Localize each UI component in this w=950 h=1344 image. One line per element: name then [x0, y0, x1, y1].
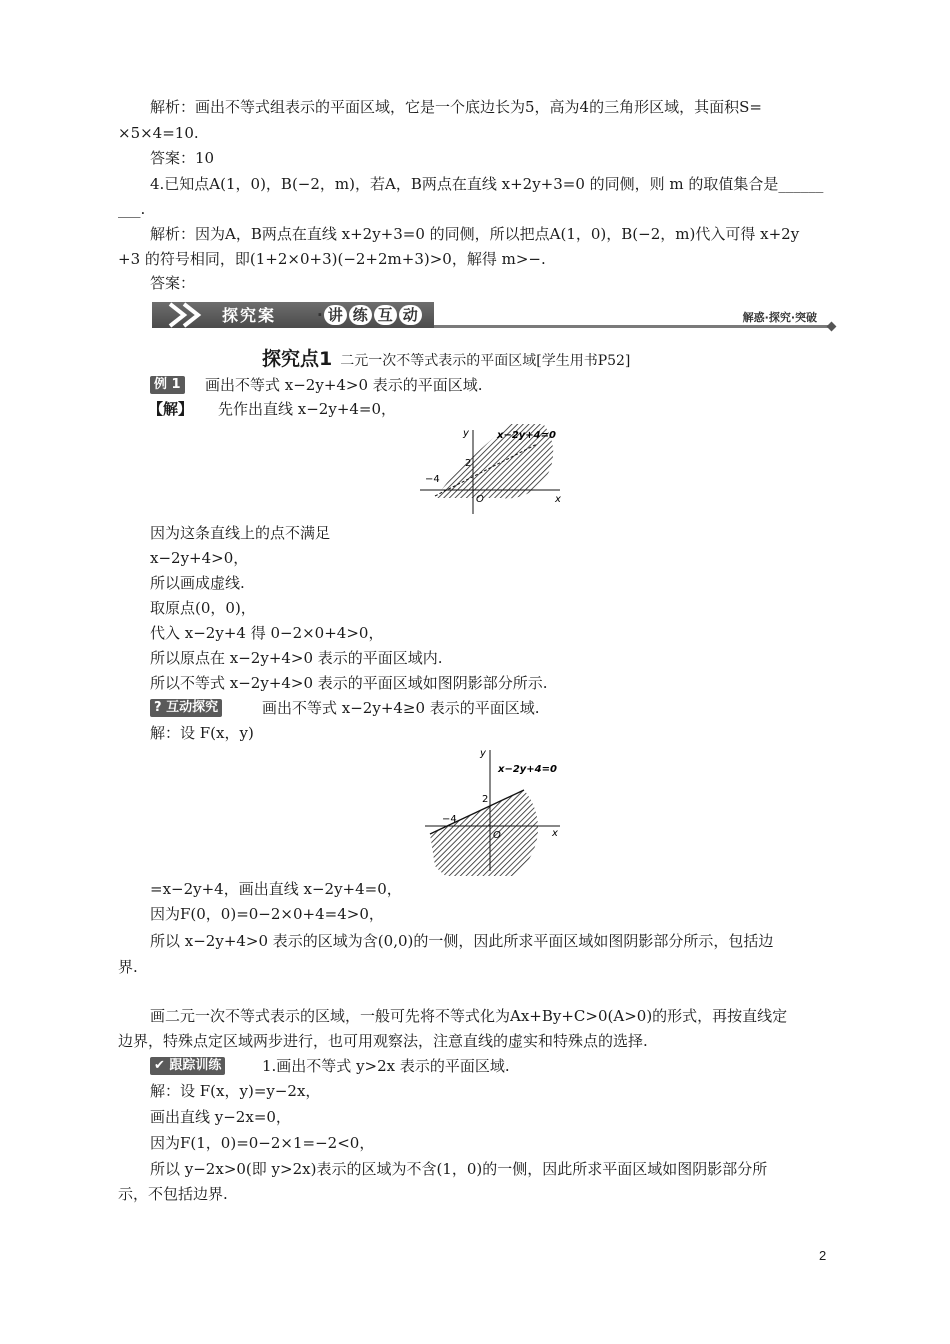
diamond-icon — [827, 322, 837, 332]
banner-rule — [434, 325, 834, 328]
example-1-step: 先作出直线 x−2y+4=0， — [218, 400, 397, 418]
banner-dark-block — [152, 302, 434, 328]
method-summary-cont: 边界，特殊点定区域两步进行，也可用观察法，注意直线的虚实和特殊点的选择. — [118, 1032, 648, 1050]
figure-2-line-label: x−2y+4=0 — [498, 764, 557, 775]
text-line: 因为F(1，0)=0−2×1=−2<0， — [150, 1134, 375, 1152]
method-summary: 画二元一次不等式表示的区域，一般可先将不等式化为Ax+By+C>0(A>0)的形式，再按直线定 — [150, 1007, 788, 1025]
figure-2-x-label: x — [552, 828, 558, 839]
section-subtitle: 二元一次不等式表示的平面区域[学生用书P52] — [340, 353, 631, 369]
text-line: =x−2y+4，画出直线 x−2y+4=0， — [150, 880, 402, 898]
figure-2-y-label: y — [480, 748, 486, 759]
question-4-cont: ___. — [118, 200, 146, 218]
track-tag-label: 跟踪训练 — [169, 1058, 222, 1073]
banner-right-label: 解惑·探究·突破 — [742, 311, 817, 324]
solution-4-text-cont: +3 的符号相同，即(1+2×0+3)(−2+2m+3)>0，解得 m>−. — [118, 250, 546, 268]
banner-sub-char: 互 — [374, 305, 397, 325]
text-line: 界. — [118, 958, 138, 976]
banner-subtitle: · 讲 练 互 动 — [317, 303, 423, 327]
banner-sub-char: 讲 — [324, 305, 347, 325]
text-line: 所以原点在 x−2y+4>0 表示的平面区域内. — [150, 649, 443, 667]
exercise-1-question: 1.画出不等式 y>2x 表示的平面区域. — [262, 1057, 510, 1075]
text-line: 画出直线 y−2x=0， — [150, 1108, 291, 1126]
figure-1-x-label: x — [555, 494, 561, 505]
figure-1-tick-y: 2 — [465, 458, 472, 469]
section-number: 探究点1 — [262, 348, 333, 370]
text-line: 取原点(0，0)， — [150, 599, 256, 617]
figure-2-graph — [420, 746, 570, 876]
text-line: 所以 y−2x>0(即 y>2x)表示的区域为不含(1，0)的一侧，因此所求平面区域如图阴影部分所 — [150, 1160, 768, 1178]
text-line: 所以 x−2y+4>0 表示的区域为含(0,0)的一侧，因此所求平面区域如图阴影部分所示，包括边 — [150, 932, 774, 950]
figure-1-y-label: y — [463, 428, 469, 439]
figure-2-origin: O — [493, 830, 501, 841]
banner-sub-char: 动 — [399, 305, 422, 325]
figure-1-origin: O — [476, 494, 484, 505]
interact-question: 画出不等式 x−2y+4≥0 表示的平面区域. — [262, 699, 540, 717]
figure-2-tick-y: 2 — [482, 794, 489, 805]
banner-sub-char: 练 — [349, 305, 372, 325]
text-line: 示，不包括边界. — [118, 1185, 228, 1203]
figure-1-graph — [415, 424, 565, 519]
text-line: 解：设 F(x，y)=y−2x， — [150, 1082, 321, 1100]
text-line: 所以画成虚线. — [150, 574, 245, 592]
banner-title: 探究案 — [222, 306, 277, 325]
solution-4-text: 解析：因为A，B两点在直线 x+2y+3=0 的同侧，所以把点A(1，0)，B(−2，m)代入可得 x+2y — [150, 225, 800, 243]
solution-3-text-cont: ×5×4=10. — [118, 124, 199, 142]
section-banner — [152, 301, 835, 331]
text-line: 所以不等式 x−2y+4>0 表示的平面区域如图阴影部分所示. — [150, 674, 548, 692]
interact-tag: ? 互动探究 — [150, 699, 222, 717]
answer-4: 答案： — [150, 274, 196, 292]
text-line: x−2y+4>0， — [150, 549, 249, 567]
solve-label: 【解】 — [148, 400, 194, 418]
interact-tag-label: 互动探究 — [166, 700, 219, 715]
example-1-question: 画出不等式 x−2y+4>0 表示的平面区域. — [205, 376, 483, 394]
example-tag: 例 1 — [150, 376, 185, 394]
solution-3-text: 解析：画出不等式组表示的平面区域，它是一个底边长为5，高为4的三角形区域，其面积S= — [150, 98, 762, 116]
text-line: 代入 x−2y+4 得 0−2×0+4>0， — [150, 624, 384, 642]
page-number: 2 — [819, 1248, 827, 1263]
answer-3: 答案：10 — [150, 149, 215, 167]
figure-1-line-label: x−2y+4=0 — [497, 430, 556, 441]
text-line: 因为F(0，0)=0−2×0+4=4>0， — [150, 905, 384, 923]
question-4: 4.已知点A(1，0)，B(−2，m)，若A，B两点在直线 x+2y+3=0 的同侧，则 m 的取值集合是______ — [150, 175, 824, 193]
text-line: 解：设 F(x，y) — [150, 724, 254, 742]
figure-2-tick-x: −4 — [442, 814, 457, 825]
text-line: 因为这条直线上的点不满足 — [150, 524, 331, 542]
figure-1-tick-x: −4 — [425, 474, 440, 485]
track-tag: ✔ 跟踪训练 — [150, 1057, 225, 1075]
section-title — [262, 344, 630, 371]
chevron-arrows-icon — [164, 302, 224, 328]
